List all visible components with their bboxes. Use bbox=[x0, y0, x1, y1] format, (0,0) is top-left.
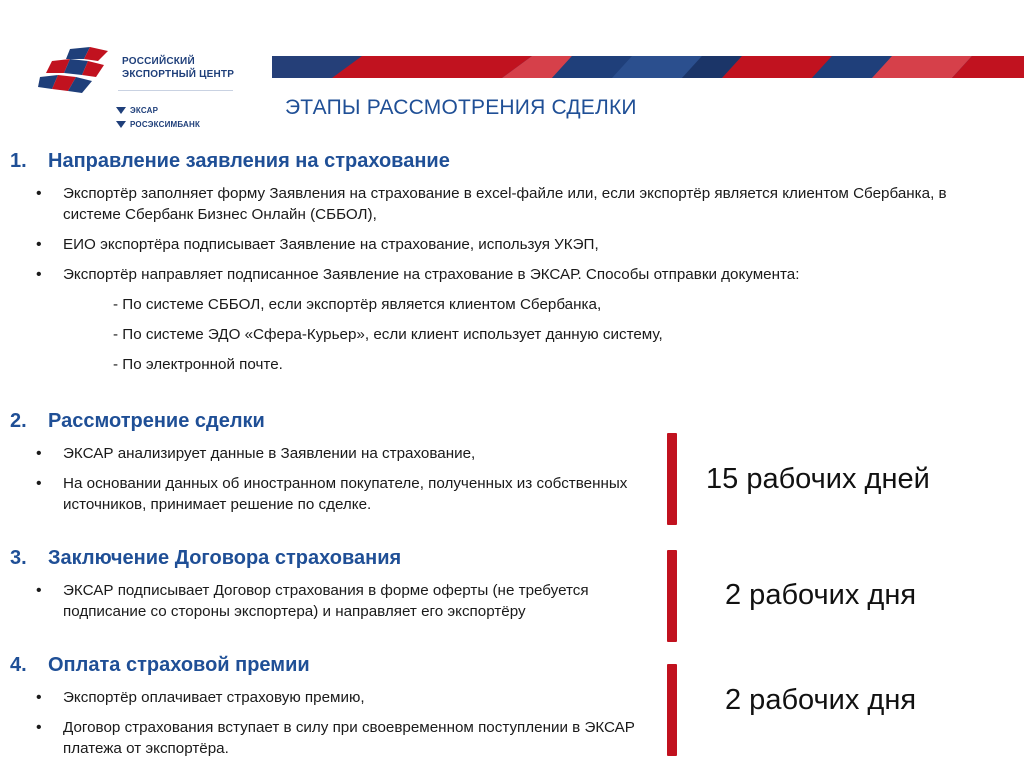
list-item: • Экспортёр оплачивает страховую премию, bbox=[10, 687, 650, 708]
sub-list-item: - По электронной почте. bbox=[113, 356, 283, 373]
list-item: • Экспортёр заполняет форму Заявления на страхование в excel-файле или, если экспортёр является клиентом Сбербанка, в системе Сбербанк Бизнес Онлайн (СББОЛ), bbox=[10, 183, 990, 225]
duration-label: 15 рабочих дней bbox=[706, 463, 930, 495]
section-number: 4. bbox=[10, 654, 27, 676]
logo-exar-label: ЭКСАР bbox=[130, 106, 159, 115]
list-item: • На основании данных об иностранном покупателе, полученных из собственных источников, принимает решение по сделке. bbox=[10, 473, 650, 515]
section-deal-review bbox=[10, 410, 650, 524]
section-number: 3. bbox=[10, 547, 27, 569]
arrow-icon bbox=[116, 107, 126, 114]
sub-list-item: - По системе СББОЛ, если экспортёр является клиентом Сбербанка, bbox=[113, 296, 602, 313]
list-item: • ЕИО экспортёра подписывает Заявление на страхование, используя УКЭП, bbox=[10, 234, 990, 255]
logo bbox=[38, 45, 238, 135]
section-application bbox=[10, 150, 990, 384]
section-title: Заключение Договора страхования bbox=[48, 547, 402, 569]
section-title: Направление заявления на страхование bbox=[48, 150, 450, 172]
bullet-list bbox=[10, 687, 650, 759]
section-number: 2. bbox=[10, 410, 27, 432]
header-banner bbox=[272, 56, 1024, 78]
list-item: • ЭКСАР анализирует данные в Заявлении на страхование, bbox=[10, 443, 650, 464]
bullet-list bbox=[10, 580, 650, 622]
section-heading bbox=[10, 410, 650, 433]
duration-bar bbox=[667, 664, 677, 756]
page-title: ЭТАПЫ РАССМОТРЕНИЯ СДЕЛКИ bbox=[285, 96, 637, 119]
bullet-list bbox=[10, 183, 990, 285]
sub-list-item: - По системе ЭДО «Сфера-Курьер», если клиент использует данную систему, bbox=[113, 326, 663, 343]
duration-bar bbox=[667, 433, 677, 525]
arrow-icon bbox=[116, 121, 126, 128]
section-heading bbox=[10, 547, 650, 570]
section-number: 1. bbox=[10, 150, 27, 172]
duration-label: 2 рабочих дня bbox=[725, 579, 917, 611]
section-contract bbox=[10, 547, 650, 631]
list-item: • Экспортёр направляет подписанное Заявление на страхование в ЭКСАР. Способы отправки документа: bbox=[10, 264, 990, 285]
section-title: Оплата страховой премии bbox=[48, 654, 310, 676]
logo-roseximbank-label: РОСЭКСИМБАНК bbox=[130, 120, 201, 129]
logo-title-line1: РОССИЙСКИЙ bbox=[122, 56, 195, 67]
section-heading bbox=[10, 654, 650, 677]
bullet-list bbox=[10, 443, 650, 515]
duration-label: 2 рабочих дня bbox=[725, 684, 917, 716]
section-premium-payment bbox=[10, 654, 650, 768]
logo-title bbox=[122, 55, 234, 81]
logo-title-line2: ЭКСПОРТНЫЙ ЦЕНТР bbox=[122, 69, 235, 80]
rec-logo-mark-icon bbox=[38, 45, 113, 100]
section-title: Рассмотрение сделки bbox=[48, 410, 265, 432]
section-heading bbox=[10, 150, 990, 173]
list-item: • Договор страхования вступает в силу при своевременном поступлении в ЭКСАР платежа от экспортёра. bbox=[10, 717, 650, 759]
list-item: • ЭКСАР подписывает Договор страхования в форме оферты (не требуется подписание со стороны экспортера) и направляет его экспортёру bbox=[10, 580, 650, 622]
logo-divider bbox=[118, 90, 233, 91]
duration-bar bbox=[667, 550, 677, 642]
